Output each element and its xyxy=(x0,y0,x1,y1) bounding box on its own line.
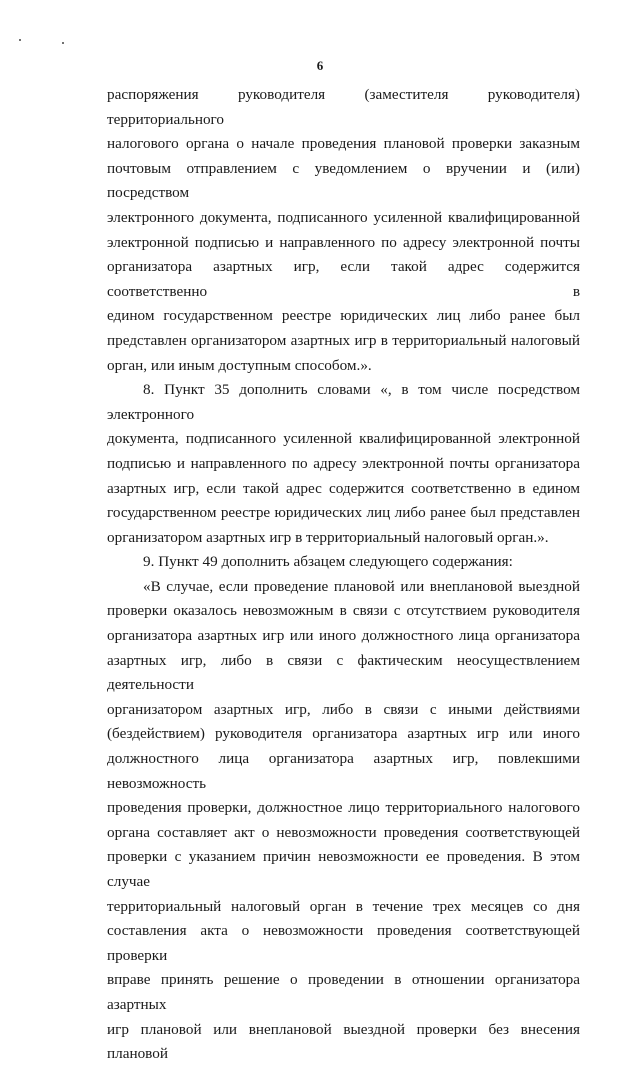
text-line: государственном реестре юридических лиц либо ранее был представлен xyxy=(107,504,580,522)
text-line: 9. Пункт 49 дополнить абзацем следующего содержания: xyxy=(143,553,513,571)
text-line: (бездействием) руководителя организатора азартных игр или иного xyxy=(107,725,580,743)
text-line: территориальный налоговый орган в течение трех месяцев со дня xyxy=(107,897,580,915)
page-number: 6 xyxy=(316,58,324,73)
text-line: документа, подписанного усиленной квалифицированной электронной xyxy=(107,430,580,448)
text-line: составления акта о невозможности проведения соответствующей проверки xyxy=(107,922,580,964)
text-line: подписью и направленного по адресу электронной почты организатора xyxy=(107,454,580,472)
text-line: представлен организатором азартных игр в территориальный налоговый xyxy=(107,331,580,349)
text-line: организатором азартных игр, либо в связи с иными действиями xyxy=(107,700,580,718)
text-line: организатора азартных игр, если такой адрес содержится соответственно в xyxy=(107,258,580,300)
text-line: проведения проверки, должностное лицо территориального налогового xyxy=(107,799,580,817)
text-line: проверки с указанием причин невозможности ее проведения. В этом случае xyxy=(107,848,580,890)
scan-speck xyxy=(62,42,64,44)
text-line: распоряжения руководителя (заместителя руководителя) территориального xyxy=(107,86,580,128)
text-line: проверки оказалось невозможным в связи с отсутствием руководителя xyxy=(107,602,580,620)
text-line: электронного документа, подписанного усиленной квалифицированной xyxy=(107,208,580,226)
document-body xyxy=(107,83,580,1067)
text-line: азартных игр, если такой адрес содержится соответственно в едином xyxy=(107,479,580,497)
text-line: вправе принять решение о проведении в отношении организатора азартных xyxy=(107,971,580,1013)
text-line: органа составляет акт о невозможности проведения соответствующей xyxy=(107,823,580,841)
text-line: организатора азартных игр или иного должностного лица организатора xyxy=(107,627,580,645)
text-line: орган, или иным доступным способом.». xyxy=(107,356,372,374)
text-line: «В случае, если проведение плановой или внеплановой выездной xyxy=(143,577,580,595)
text-line: организатором азартных игр в территориальный налоговый орган.». xyxy=(107,528,549,546)
scan-speck xyxy=(19,39,21,41)
text-line: электронной подписью и направленного по адресу электронной почты xyxy=(107,233,580,251)
text-line: должностного лица организатора азартных игр, повлекшими невозможность xyxy=(107,750,580,792)
text-line: налогового органа о начале проведения плановой проверки заказным xyxy=(107,135,580,153)
text-line: игр плановой или внеплановой выездной проверки без внесения плановой xyxy=(107,1020,580,1063)
text-line: едином государственном реестре юридических лиц либо ранее был xyxy=(107,307,580,325)
text-line: азартных игр, либо в связи с фактическим неосуществлением деятельности xyxy=(107,651,580,694)
text-line: почтовым отправлением с уведомлением о вручении и (или) посредством xyxy=(107,159,580,202)
text-line: 8. Пункт 35 дополнить словами «, в том числе посредством электронного xyxy=(107,381,580,423)
